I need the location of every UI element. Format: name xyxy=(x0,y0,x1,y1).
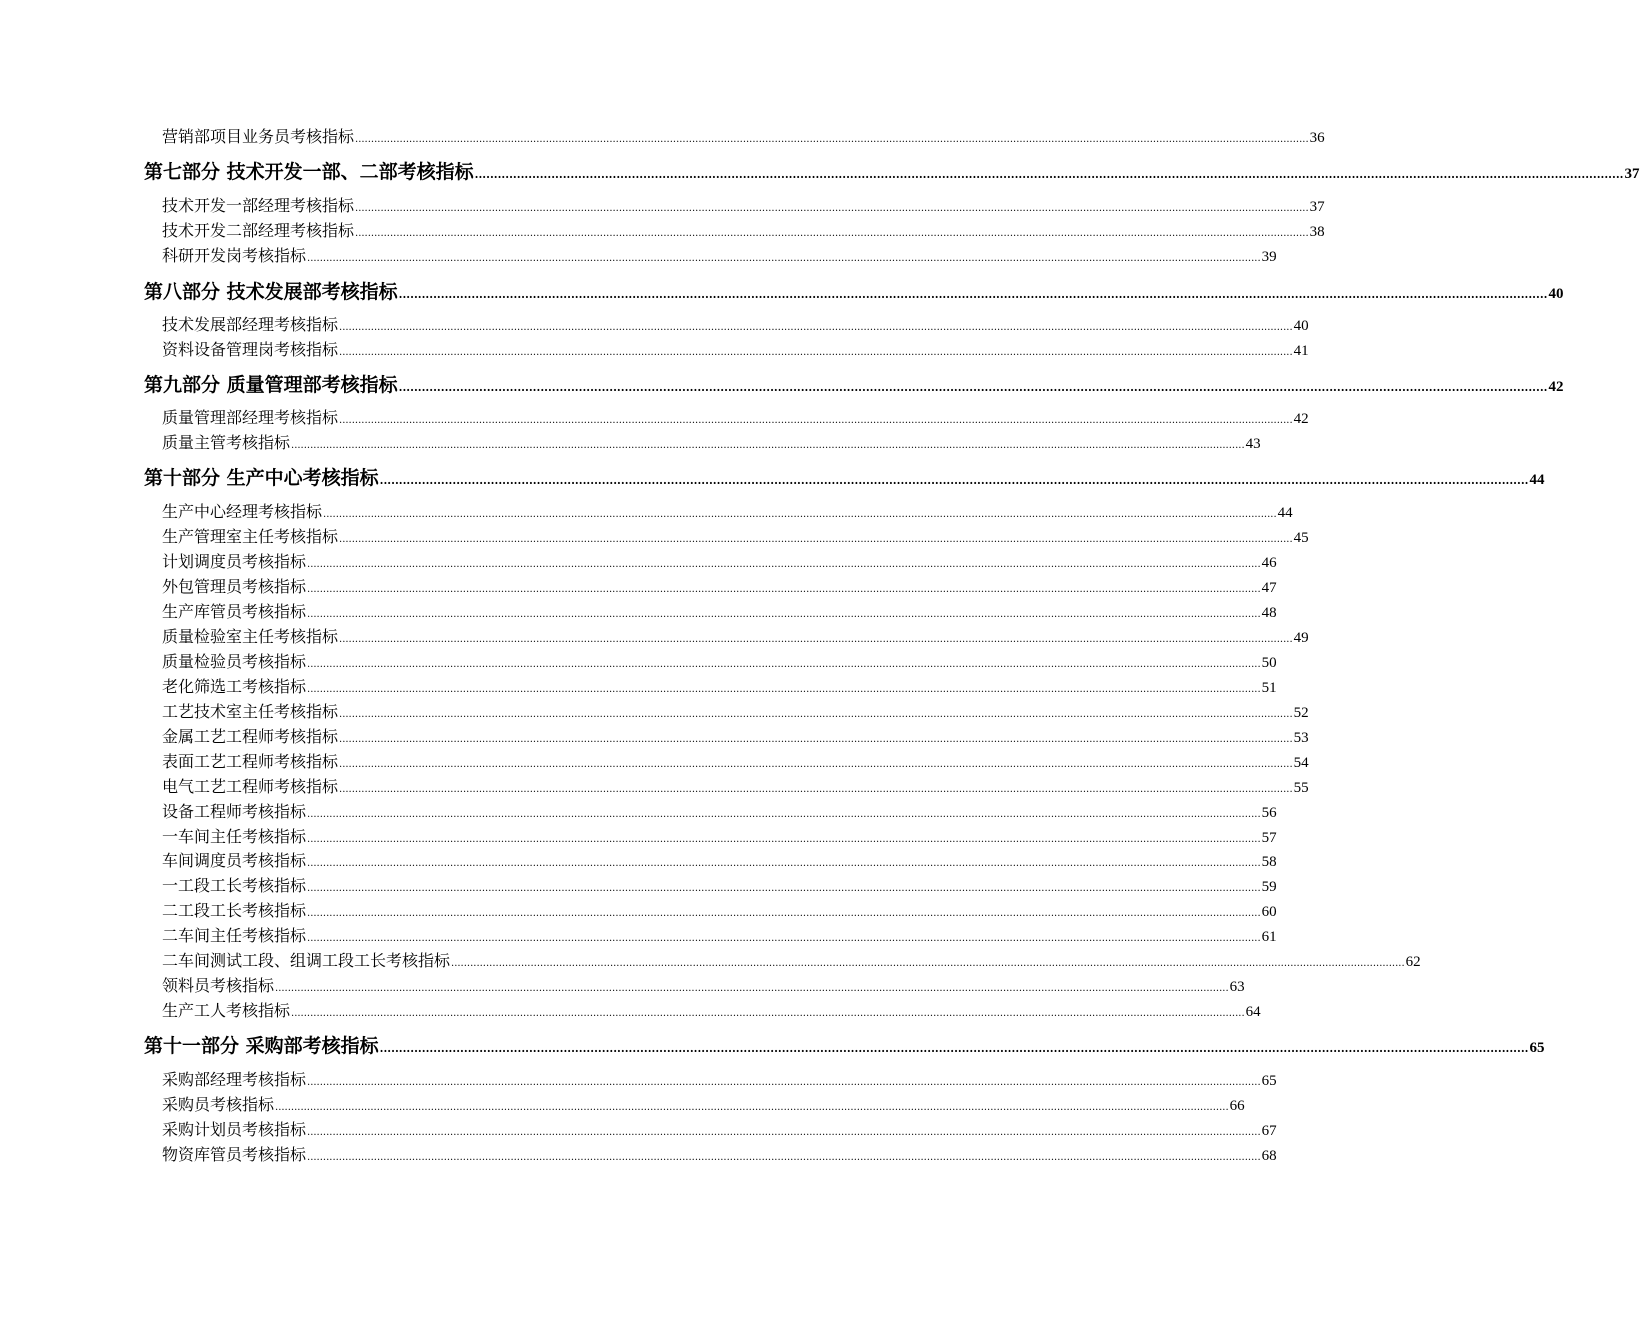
toc-part-heading[interactable] xyxy=(144,1032,1545,1060)
toc-entry-title: 工艺技术室主任考核指标 xyxy=(162,702,339,721)
toc-entry-title: 营销部项目业务员考核指标 xyxy=(162,127,355,146)
toc-entry[interactable] xyxy=(162,314,1309,336)
toc-entry-title: 二车间测试工段、组调工段工长考核指标 xyxy=(162,951,451,970)
toc-entry[interactable] xyxy=(162,1119,1277,1141)
dot-leader: ............................................................................................................................................................................................................................................................................................................ xyxy=(379,474,1529,487)
toc-entry[interactable] xyxy=(162,726,1309,748)
dot-leader: ............................................................................................................................................................................................................................................................................................................ xyxy=(307,1152,1261,1163)
toc-entry-title: 物资库管员考核指标 xyxy=(162,1145,307,1164)
toc-entry-title: 第七部分 技术开发一部、二部考核指标 xyxy=(144,161,474,183)
toc-page-number: 43 xyxy=(1245,436,1261,452)
toc-entry[interactable] xyxy=(162,1144,1277,1166)
toc-page-number: 44 xyxy=(1529,472,1545,488)
toc-part-heading[interactable] xyxy=(144,464,1545,492)
toc-entry-title: 二车间主任考核指标 xyxy=(162,926,307,945)
toc-page-number: 50 xyxy=(1261,655,1277,671)
toc-entry[interactable] xyxy=(162,1094,1245,1116)
toc-entry-title: 领料员考核指标 xyxy=(162,976,275,995)
toc-entry[interactable] xyxy=(162,801,1277,823)
dot-leader: ............................................................................................................................................................................................................................................................................................................ xyxy=(307,609,1261,620)
toc-entry-title: 质量主管考核指标 xyxy=(162,433,291,452)
dot-leader: ............................................................................................................................................................................................................................................................................................................ xyxy=(307,809,1261,820)
toc-entry[interactable] xyxy=(162,751,1309,773)
toc-entry-title: 技术发展部经理考核指标 xyxy=(162,315,339,334)
toc-entry[interactable] xyxy=(162,875,1277,897)
dot-leader: ............................................................................................................................................................................................................................................................................................................ xyxy=(398,381,1548,394)
toc-entry-title: 技术开发一部经理考核指标 xyxy=(162,196,355,215)
toc-entry[interactable] xyxy=(162,651,1277,673)
toc-entry[interactable] xyxy=(162,195,1325,217)
toc-entry[interactable] xyxy=(162,950,1421,972)
dot-leader: ............................................................................................................................................................................................................................................................................................................ xyxy=(307,684,1261,695)
dot-leader: ............................................................................................................................................................................................................................................................................................................ xyxy=(339,709,1293,720)
toc-page-number: 54 xyxy=(1293,755,1309,771)
toc-page-number: 49 xyxy=(1293,630,1309,646)
dot-leader: ............................................................................................................................................................................................................................................................................................................ xyxy=(379,1042,1529,1055)
toc-part-heading[interactable] xyxy=(144,371,1564,399)
toc-entry-title: 车间调度员考核指标 xyxy=(162,851,307,870)
toc-entry-title: 表面工艺工程师考核指标 xyxy=(162,752,339,771)
toc-page-number: 58 xyxy=(1261,854,1277,870)
toc-entry-title: 生产管理室主任考核指标 xyxy=(162,527,339,546)
toc-entry[interactable] xyxy=(162,900,1277,922)
dot-leader: ............................................................................................................................................................................................................................................................................................................ xyxy=(307,1127,1261,1138)
toc-entry[interactable] xyxy=(162,975,1245,997)
toc-entry-title: 采购计划员考核指标 xyxy=(162,1120,307,1139)
dot-leader: ............................................................................................................................................................................................................................................................................................................ xyxy=(339,322,1293,333)
dot-leader: ............................................................................................................................................................................................................................................................................................................ xyxy=(307,933,1261,944)
toc-page-number: 55 xyxy=(1293,780,1309,796)
toc-entry-title: 一车间主任考核指标 xyxy=(162,827,307,846)
toc-entry-title: 质量检验员考核指标 xyxy=(162,652,307,671)
toc-page-number: 47 xyxy=(1261,580,1277,596)
dot-leader: ............................................................................................................................................................................................................................................................................................................ xyxy=(339,347,1293,358)
dot-leader: ............................................................................................................................................................................................................................................................................................................ xyxy=(339,634,1293,645)
dot-leader: ............................................................................................................................................................................................................................................................................................................ xyxy=(339,784,1293,795)
toc-page-number: 44 xyxy=(1277,505,1293,521)
toc-entry-title: 外包管理员考核指标 xyxy=(162,577,307,596)
dot-leader: ............................................................................................................................................................................................................................................................................................................ xyxy=(291,1008,1245,1019)
toc-part-heading[interactable] xyxy=(144,278,1564,306)
dot-leader: ............................................................................................................................................................................................................................................................................................................ xyxy=(307,1077,1261,1088)
toc-page-number: 64 xyxy=(1245,1004,1261,1020)
toc-page-number: 39 xyxy=(1261,249,1277,265)
toc-page-number: 53 xyxy=(1293,730,1309,746)
dot-leader: ............................................................................................................................................................................................................................................................................................................ xyxy=(339,734,1293,745)
toc-page-number: 37 xyxy=(1309,199,1325,215)
toc-page-number: 60 xyxy=(1261,904,1277,920)
toc-page-number: 66 xyxy=(1229,1098,1245,1114)
toc-entry[interactable] xyxy=(162,501,1293,523)
toc-entry[interactable] xyxy=(162,220,1325,242)
dot-leader: ............................................................................................................................................................................................................................................................................................................ xyxy=(451,958,1405,969)
toc-entry-title: 技术开发二部经理考核指标 xyxy=(162,221,355,240)
toc-page-number: 59 xyxy=(1261,879,1277,895)
toc-entry[interactable] xyxy=(162,339,1309,361)
toc-page-number: 41 xyxy=(1293,343,1309,359)
dot-leader: ............................................................................................................................................................................................................................................................................................................ xyxy=(355,228,1309,239)
dot-leader: ............................................................................................................................................................................................................................................................................................................ xyxy=(307,584,1261,595)
toc-page-number: 65 xyxy=(1529,1040,1545,1056)
dot-leader: ............................................................................................................................................................................................................................................................................................................ xyxy=(307,834,1261,845)
toc-entry-title: 一工段工长考核指标 xyxy=(162,876,307,895)
toc-entry[interactable] xyxy=(162,676,1277,698)
toc-entry-title: 生产库管员考核指标 xyxy=(162,602,307,621)
dot-leader: ............................................................................................................................................................................................................................................................................................................ xyxy=(355,203,1309,214)
toc-entry[interactable] xyxy=(162,1000,1261,1022)
toc-entry[interactable] xyxy=(162,1069,1277,1091)
toc-entry[interactable] xyxy=(162,126,1325,148)
toc-page-number: 63 xyxy=(1229,979,1245,995)
toc-page-number: 51 xyxy=(1261,680,1277,696)
toc-page-number: 37 xyxy=(1624,166,1640,182)
dot-leader: ............................................................................................................................................................................................................................................................................................................ xyxy=(307,883,1261,894)
toc-entry-title: 资料设备管理岗考核指标 xyxy=(162,340,339,359)
dot-leader: ............................................................................................................................................................................................................................................................................................................ xyxy=(275,983,1229,994)
toc-page-number: 42 xyxy=(1293,411,1309,427)
toc-page-number: 38 xyxy=(1309,224,1325,240)
toc-entry-title: 老化筛选工考核指标 xyxy=(162,677,307,696)
toc-entry-title: 设备工程师考核指标 xyxy=(162,802,307,821)
toc-page-number: 40 xyxy=(1293,318,1309,334)
toc-entry-title: 第九部分 质量管理部考核指标 xyxy=(144,374,398,396)
toc-entry-title: 质量管理部经理考核指标 xyxy=(162,408,339,427)
dot-leader: ............................................................................................................................................................................................................................................................................................................ xyxy=(323,509,1277,520)
dot-leader: ............................................................................................................................................................................................................................................................................................................ xyxy=(307,908,1261,919)
toc-entry-title: 金属工艺工程师考核指标 xyxy=(162,727,339,746)
dot-leader: ............................................................................................................................................................................................................................................................................................................ xyxy=(474,168,1624,181)
toc-entry[interactable] xyxy=(162,626,1309,648)
toc-entry[interactable] xyxy=(162,826,1277,848)
toc-entry-title: 第八部分 技术发展部考核指标 xyxy=(144,281,398,303)
toc-entry-title: 第十一部分 采购部考核指标 xyxy=(144,1035,379,1057)
toc-entry-title: 第十部分 生产中心考核指标 xyxy=(144,467,379,489)
toc-page-number: 42 xyxy=(1548,379,1564,395)
toc-page-number: 61 xyxy=(1261,929,1277,945)
toc-entry[interactable] xyxy=(162,850,1277,872)
toc-entry-title: 科研开发岗考核指标 xyxy=(162,246,307,265)
toc-entry[interactable] xyxy=(162,551,1277,573)
dot-leader: ............................................................................................................................................................................................................................................................................................................ xyxy=(355,134,1309,145)
dot-leader: ............................................................................................................................................................................................................................................................................................................ xyxy=(398,288,1548,301)
dot-leader: ............................................................................................................................................................................................................................................................................................................ xyxy=(307,559,1261,570)
toc-page-number: 52 xyxy=(1293,705,1309,721)
toc-page-number: 48 xyxy=(1261,605,1277,621)
toc-page-number: 68 xyxy=(1261,1148,1277,1164)
toc-page-number: 56 xyxy=(1261,805,1277,821)
toc-page-number: 46 xyxy=(1261,555,1277,571)
toc-entry[interactable] xyxy=(162,601,1277,623)
toc-entry-title: 采购员考核指标 xyxy=(162,1095,275,1114)
toc-entry-title: 生产工人考核指标 xyxy=(162,1001,291,1020)
toc-page-number: 45 xyxy=(1293,530,1309,546)
toc-page-number: 57 xyxy=(1261,830,1277,846)
toc-entry-title: 电气工艺工程师考核指标 xyxy=(162,777,339,796)
toc-entry-title: 生产中心经理考核指标 xyxy=(162,502,323,521)
dot-leader: ............................................................................................................................................................................................................................................................................................................ xyxy=(339,415,1293,426)
toc-page-number: 67 xyxy=(1261,1123,1277,1139)
dot-leader: ............................................................................................................................................................................................................................................................................................................ xyxy=(339,759,1293,770)
toc-entry[interactable] xyxy=(162,576,1277,598)
toc-entry-title: 二工段工长考核指标 xyxy=(162,901,307,920)
toc-page-number: 62 xyxy=(1405,954,1421,970)
dot-leader: ............................................................................................................................................................................................................................................................................................................ xyxy=(275,1102,1229,1113)
toc-part-heading[interactable] xyxy=(144,158,1640,186)
toc-entry[interactable] xyxy=(162,245,1277,267)
toc-page-number: 65 xyxy=(1261,1073,1277,1089)
dot-leader: ............................................................................................................................................................................................................................................................................................................ xyxy=(307,858,1261,869)
toc-page-number: 40 xyxy=(1548,286,1564,302)
toc-entry-title: 质量检验室主任考核指标 xyxy=(162,627,339,646)
toc-entry[interactable] xyxy=(162,701,1309,723)
toc-entry[interactable] xyxy=(162,407,1309,429)
dot-leader: ............................................................................................................................................................................................................................................................................................................ xyxy=(291,440,1245,451)
dot-leader: ............................................................................................................................................................................................................................................................................................................ xyxy=(307,253,1261,264)
toc-page-number: 36 xyxy=(1309,130,1325,146)
toc-entry[interactable] xyxy=(162,925,1277,947)
toc-entry[interactable] xyxy=(162,432,1261,454)
dot-leader: ............................................................................................................................................................................................................................................................................................................ xyxy=(307,659,1261,670)
dot-leader: ............................................................................................................................................................................................................................................................................................................ xyxy=(339,534,1293,545)
toc-entry[interactable] xyxy=(162,526,1309,548)
toc-entry-title: 采购部经理考核指标 xyxy=(162,1070,307,1089)
toc-entry[interactable] xyxy=(162,776,1309,798)
toc-entry-title: 计划调度员考核指标 xyxy=(162,552,307,571)
